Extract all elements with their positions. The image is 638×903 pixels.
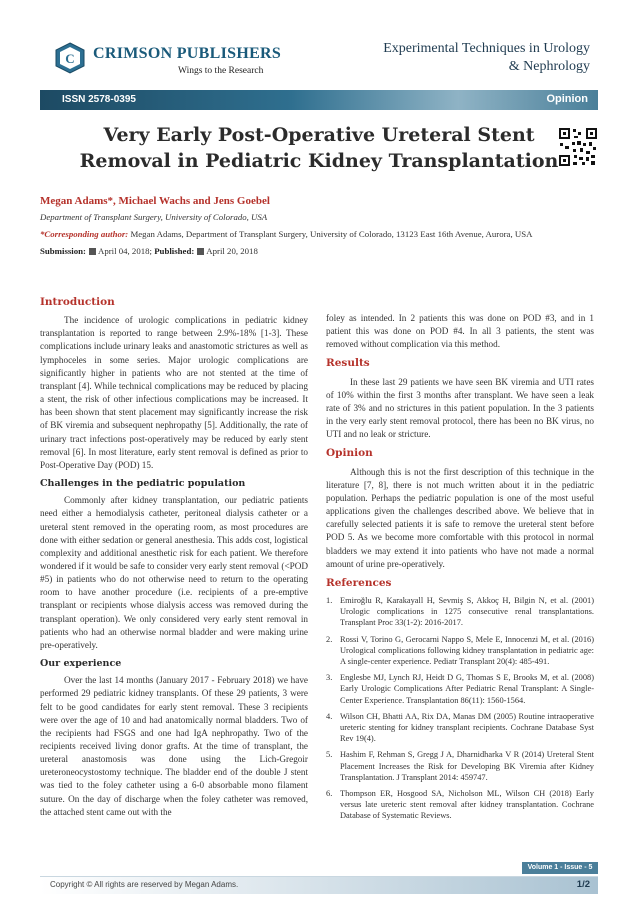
article-title <box>40 122 598 174</box>
published-label: Published: <box>154 246 195 256</box>
submission-label: Submission: <box>40 246 86 256</box>
volume-issue-badge: Volume 1 - Issue - 5 <box>522 862 598 874</box>
introduction-paragraph: The incidence of urologic complications in pediatric kidney transplantation is reported to range between 2.9%-18% [1-3]. These complications include urinary leaks and anastomotic strictures as well as lymphoceles in some series. Major urologic complications are significantly higher in patients who are not stented at the time of transplant [4]. While technical complications may be reduced by placing a stent, the risk of other infectious complications may be increased. It has been shown that stent placement may significantly increase the risk of BK viremia and subsequent nephropathy [5]. Additionally, the rate of urinary tract infections post-operatively may be reduced by early stent removal [6]. In most literature, early stent removal is defined as prior to Post-Operative Day (POD) 15. <box>40 315 308 470</box>
section-heading-challenges: Challenges in the pediatric population <box>40 478 246 490</box>
reference-text: Emiroğlu R, Karakayall H, Sevmiş S, Akkoç H, Bilgin N, et al. (2001) Urologic complications in 1275 consecutive renal transplantations. Transplant Proc 33(1-2): 2016-2017. <box>340 595 594 628</box>
logo-letter: C <box>65 51 75 66</box>
journal-title <box>350 40 590 76</box>
section-heading-opinion: Opinion <box>326 447 373 460</box>
qr-code-icon[interactable] <box>558 127 598 167</box>
reference-item <box>326 749 594 783</box>
submission-date: April 04, 2018; <box>97 246 152 256</box>
right-column <box>326 312 594 827</box>
reference-text: Wilson CH, Bhatti AA, Rix DA, Manas DM (2005) Routine intraoperative ureteric stenting for kidney transplant recipients. Cochrane Database Syst Rev 19(4). <box>340 711 594 744</box>
experience-paragraph: Over the last 14 months (January 2017 - February 2018) we have performed 29 pediatric kidney transplants. Of these 29 patients, 3 were felt to be good candidates for early stent removal. These 3 recipients were over the age of 10 and had anatomically normal bladders. Two of the recipients had FSGS and one had IgA nephropathy. Two of the recipients received living donor grafts. At the time of transplant, the ureteral anastomosis was done using the Lich-Gregoir ureteroneocystostomy technique. The bladder end of the double J stent was tied to the foley catheter using a 6-0 absorbable mono filament suture. On the day of discharge when the foley catheter was removed, the attached stent came out with the <box>40 675 308 817</box>
copyright-notice: Copyright © All rights are reserved by Megan Adams. <box>50 880 239 889</box>
author-list: Megan Adams*, Michael Wachs and Jens Goebel <box>40 195 270 207</box>
reference-list <box>326 595 594 822</box>
reference-number: 1. <box>326 595 333 605</box>
article-title-line2: Removal in Pediatric Kidney Transplantation <box>79 150 559 172</box>
issn-number: ISSN 2578-0395 <box>62 94 136 105</box>
reference-number: 4. <box>326 711 333 721</box>
reference-item <box>326 634 594 668</box>
corresponding-author <box>40 229 532 239</box>
results-paragraph: In these last 29 patients we have seen BK viremia and UTI rates of 10% within the first 3 months after transplant. We have seen a leak rate of 3% and no strictures in this patient population. In the 3 patients in the very early stent removal protocol, there has been no BK virus, no UTI and no leak or stricture. <box>326 376 594 440</box>
calendar-icon <box>197 248 204 255</box>
published-date: April 20, 2018 <box>206 246 258 256</box>
reference-item <box>326 672 594 706</box>
journal-title-line1: Experimental Techniques in Urology <box>383 41 590 56</box>
logo-hexagon-icon <box>55 42 85 74</box>
left-column <box>40 290 308 821</box>
reference-item <box>326 788 594 822</box>
department-affiliation: Department of Transplant Surgery, University of Colorado, USA <box>40 212 268 222</box>
article-title-line1: Very Early Post-Operative Ureteral Stent <box>103 124 535 146</box>
page-number: 1/2 <box>576 879 590 890</box>
reference-number: 2. <box>326 634 333 644</box>
reference-item <box>326 711 594 745</box>
section-heading-experience: Our experience <box>40 658 122 670</box>
reference-number: 6. <box>326 789 333 799</box>
challenges-paragraph: Commonly after kidney transplantation, our pediatric patients need either a hemodialysis catheter, peritoneal dialysis catheter or a ureteral stent removed in the operating room, as most procedures are done with either sedation or general anesthesia. This adds cost, logistical complexity and additional anesthetic risk for each patient. We therefore wondered if it would be safe to consider very early stent removal (<POD #5) in patients who do not otherwise need to return to the operating room to have another procedure (i.e. recipients of a pre-emptive transplant or recipients whose dialysis access was removed during the transplant operation). We only considered very early stent removal in patients who had an otherwise normal bladder and were making urine pre-operatively. <box>40 495 308 650</box>
experience-continued-paragraph: foley as intended. In 2 patients this was done on POD #3, and in 1 patient this was done on POD #4. In all 3 patients, the stent was removed without complication via this method. <box>326 313 594 350</box>
section-heading-references: References <box>326 576 392 589</box>
journal-title-line2: & Nephrology <box>508 59 590 74</box>
opinion-paragraph: Although this is not the first description of this technique in the literature [7, 8], there is not much written about it in the pediatric population. Perhaps the pediatric population is one of the most useful applications given the challenges described above. We believe that in carefully selected patients it is safe to remove the ureteral stent before POD 5. As we become more comfortable with this protocol in normal bladders we may extend it into patients who have not made a normal amount of urine pre-operatively. <box>326 466 594 569</box>
reference-text: Thompson ER, Hosgood SA, Nicholson ML, Wilson CH (2018) Early versus late ureteric stent removal after kidney transplantation. Cochrane Database of Systematic Reviews. <box>340 789 594 821</box>
reference-text: Englesbe MJ, Lynch RJ, Heidt D G, Thomas S E, Brooks M, et al. (2008) Early Urologic Complications After Pediatric Renal Transplant: A Single-Center Experience. Transplantation 86(11): 1560-1564. <box>340 673 594 705</box>
section-heading-introduction: Introduction <box>40 296 115 308</box>
reference-item <box>326 595 594 629</box>
calendar-icon <box>89 248 96 255</box>
section-heading-results: Results <box>326 357 370 370</box>
reference-number: 5. <box>326 750 333 760</box>
corresponding-author-text: Megan Adams, Department of Transplant Surgery, University of Colorado, 13123 East 16th Avenue, Aurora, USA <box>128 229 533 239</box>
publisher-tagline: Wings to the Research <box>178 66 264 76</box>
corresponding-author-label: *Corresponding author: <box>40 229 129 239</box>
publisher-name: CRIMSON PUBLISHERS <box>93 45 282 62</box>
article-dates <box>40 246 258 256</box>
publisher-logo <box>55 42 85 74</box>
reference-text: Rossi V, Torino G, Gerocarni Nappo S, Mele E, Innocenzi M, et al. (2016) Urological complications following kidney transplantation in pediatric age: A single-center experience. Pediatr Transplant 20(4): 485-491. <box>340 634 594 666</box>
reference-text: Hashim F, Rehman S, Gregg J A, Dharnidharka V R (2014) Ureteral Stent Placement Increases the Risk for Developing BK Viremia after Kidney Transplantation. J Transplant 2014: 459747. <box>340 750 594 782</box>
article-type-badge: Opinion <box>546 93 588 105</box>
reference-number: 3. <box>326 673 333 683</box>
